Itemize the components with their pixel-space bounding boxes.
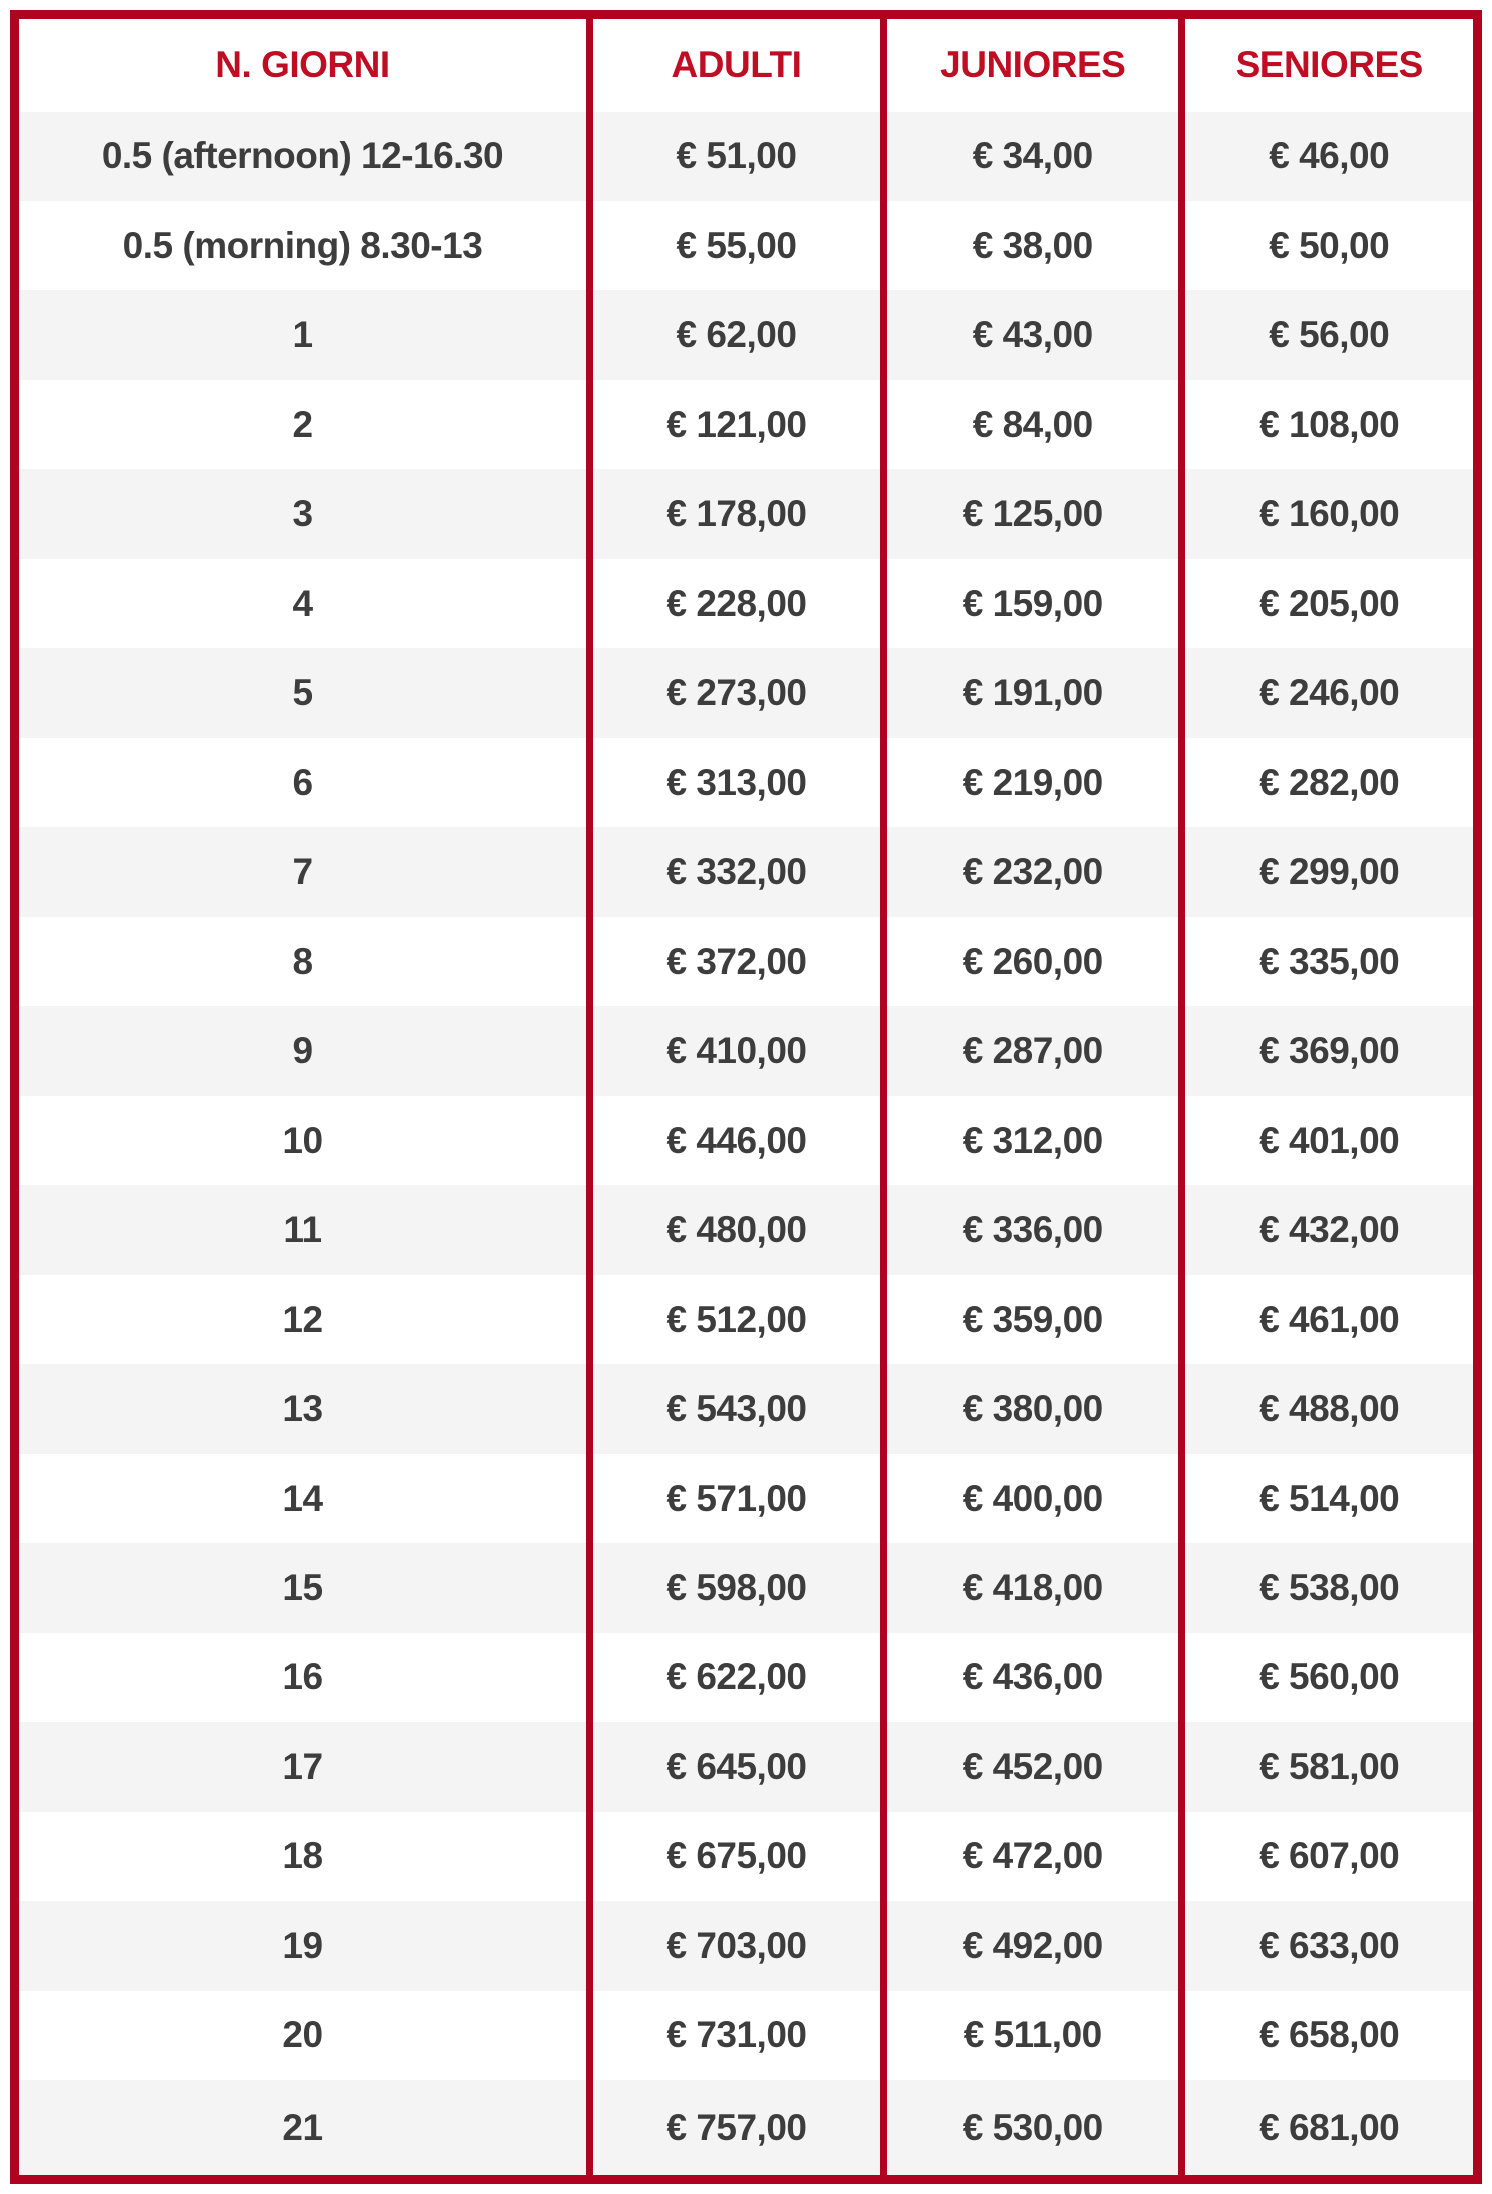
- table-row: [15, 1454, 1478, 1543]
- juniores-price-cell: € 472,00: [884, 1812, 1182, 1901]
- days-cell: 0.5 (afternoon) 12-16.30: [101, 135, 504, 177]
- adulti-price-cell: € 598,00: [589, 1543, 883, 1632]
- seniores-price-cell: € 246,00: [1182, 648, 1478, 737]
- days-cell: 11: [283, 1209, 322, 1251]
- adulti-price-cell: € 446,00: [589, 1096, 883, 1185]
- table-row: [15, 380, 1478, 469]
- table-row: [15, 1096, 1478, 1185]
- seniores-price-cell: € 514,00: [1182, 1454, 1478, 1543]
- days-cell: 18: [282, 1835, 323, 1877]
- adulti-price-cell: € 622,00: [589, 1633, 883, 1722]
- juniores-price-cell: € 336,00: [884, 1185, 1182, 1274]
- days-cell: 20: [282, 2014, 323, 2056]
- adulti-price-cell: € 410,00: [589, 1006, 883, 1095]
- juniores-price-cell: € 287,00: [884, 1006, 1182, 1095]
- table-row: [15, 201, 1478, 290]
- days-cell: 7: [292, 851, 313, 893]
- table-row: [15, 290, 1478, 379]
- adulti-price-cell: € 512,00: [589, 1275, 883, 1364]
- adulti-price-cell: € 121,00: [589, 380, 883, 469]
- adulti-price-cell: € 731,00: [589, 1991, 883, 2080]
- days-cell: 1: [292, 314, 313, 356]
- adulti-price-cell: € 675,00: [589, 1812, 883, 1901]
- adulti-price-cell: € 228,00: [589, 559, 883, 648]
- table-row: [15, 469, 1478, 558]
- table-row: [15, 1275, 1478, 1364]
- column-header-seniores: SENIORES: [1182, 15, 1478, 112]
- column-header-adulti: ADULTI: [589, 15, 883, 112]
- adulti-price-cell: € 543,00: [589, 1364, 883, 1453]
- table-row: [15, 1543, 1478, 1632]
- table-row: [15, 1364, 1478, 1453]
- seniores-price-cell: € 633,00: [1182, 1901, 1478, 1990]
- juniores-price-cell: € 34,00: [884, 112, 1182, 201]
- juniores-price-cell: € 312,00: [884, 1096, 1182, 1185]
- days-cell: 0.5 (morning) 8.30-13: [122, 224, 483, 266]
- table-row: [15, 1006, 1478, 1095]
- juniores-price-cell: € 511,00: [884, 1991, 1182, 2080]
- days-cell: 17: [282, 1745, 323, 1787]
- days-cell: 12: [282, 1298, 323, 1340]
- seniores-price-cell: € 299,00: [1182, 827, 1478, 916]
- seniores-price-cell: € 160,00: [1182, 469, 1478, 558]
- juniores-price-cell: € 359,00: [884, 1275, 1182, 1364]
- price-table: [10, 10, 1482, 2184]
- adulti-price-cell: € 273,00: [589, 648, 883, 737]
- adulti-price-cell: € 62,00: [589, 290, 883, 379]
- seniores-price-cell: € 282,00: [1182, 738, 1478, 827]
- table-row: [15, 1901, 1478, 1990]
- seniores-price-cell: € 560,00: [1182, 1633, 1478, 1722]
- days-cell: 13: [282, 1388, 323, 1430]
- seniores-price-cell: € 56,00: [1182, 290, 1478, 379]
- juniores-price-cell: € 43,00: [884, 290, 1182, 379]
- adulti-price-cell: € 55,00: [589, 201, 883, 290]
- seniores-price-cell: € 369,00: [1182, 1006, 1478, 1095]
- seniores-price-cell: € 461,00: [1182, 1275, 1478, 1364]
- days-cell: 6: [292, 761, 313, 803]
- seniores-price-cell: € 607,00: [1182, 1812, 1478, 1901]
- column-header-n-giorni: N. GIORNI: [215, 44, 390, 86]
- table-row: [15, 1812, 1478, 1901]
- seniores-price-cell: € 432,00: [1182, 1185, 1478, 1274]
- adulti-price-cell: € 757,00: [589, 2080, 883, 2179]
- juniores-price-cell: € 492,00: [884, 1901, 1182, 1990]
- table-row: [15, 1722, 1478, 1811]
- juniores-price-cell: € 418,00: [884, 1543, 1182, 1632]
- table-row: [15, 827, 1478, 916]
- juniores-price-cell: € 452,00: [884, 1722, 1182, 1811]
- header-row: [15, 15, 1478, 112]
- juniores-price-cell: € 380,00: [884, 1364, 1182, 1453]
- days-cell: 8: [292, 940, 313, 982]
- seniores-price-cell: € 205,00: [1182, 559, 1478, 648]
- juniores-price-cell: € 191,00: [884, 648, 1182, 737]
- table-row: [15, 648, 1478, 737]
- table-row: [15, 1633, 1478, 1722]
- seniores-price-cell: € 108,00: [1182, 380, 1478, 469]
- column-header-juniores: JUNIORES: [884, 15, 1182, 112]
- juniores-price-cell: € 400,00: [884, 1454, 1182, 1543]
- seniores-price-cell: € 681,00: [1182, 2080, 1478, 2179]
- days-cell: 16: [282, 1656, 323, 1698]
- juniores-price-cell: € 84,00: [884, 380, 1182, 469]
- seniores-price-cell: € 658,00: [1182, 1991, 1478, 2080]
- days-cell: 3: [292, 493, 313, 535]
- adulti-price-cell: € 51,00: [589, 112, 883, 201]
- juniores-price-cell: € 125,00: [884, 469, 1182, 558]
- table-row: [15, 2080, 1478, 2179]
- seniores-price-cell: € 50,00: [1182, 201, 1478, 290]
- table-row: [15, 1991, 1478, 2080]
- adulti-price-cell: € 178,00: [589, 469, 883, 558]
- table-row: [15, 917, 1478, 1006]
- days-cell: 9: [292, 1030, 313, 1072]
- juniores-price-cell: € 38,00: [884, 201, 1182, 290]
- juniores-price-cell: € 219,00: [884, 738, 1182, 827]
- adulti-price-cell: € 480,00: [589, 1185, 883, 1274]
- adulti-price-cell: € 571,00: [589, 1454, 883, 1543]
- adulti-price-cell: € 645,00: [589, 1722, 883, 1811]
- days-cell: 15: [282, 1566, 323, 1608]
- juniores-price-cell: € 530,00: [884, 2080, 1182, 2179]
- days-cell: 21: [282, 2106, 323, 2148]
- juniores-price-cell: € 232,00: [884, 827, 1182, 916]
- juniores-price-cell: € 260,00: [884, 917, 1182, 1006]
- seniores-price-cell: € 401,00: [1182, 1096, 1478, 1185]
- juniores-price-cell: € 159,00: [884, 559, 1182, 648]
- seniores-price-cell: € 335,00: [1182, 917, 1478, 1006]
- juniores-price-cell: € 436,00: [884, 1633, 1182, 1722]
- table-row: [15, 559, 1478, 648]
- seniores-price-cell: € 488,00: [1182, 1364, 1478, 1453]
- days-cell: 19: [282, 1924, 323, 1966]
- table-row: [15, 1185, 1478, 1274]
- adulti-price-cell: € 332,00: [589, 827, 883, 916]
- days-cell: 5: [292, 672, 313, 714]
- seniores-price-cell: € 538,00: [1182, 1543, 1478, 1632]
- adulti-price-cell: € 313,00: [589, 738, 883, 827]
- table-row: [15, 738, 1478, 827]
- seniores-price-cell: € 581,00: [1182, 1722, 1478, 1811]
- days-cell: 14: [282, 1477, 323, 1519]
- days-cell: 10: [282, 1119, 323, 1161]
- table-row: [15, 112, 1478, 201]
- days-cell: 4: [292, 582, 313, 624]
- seniores-price-cell: € 46,00: [1182, 112, 1478, 201]
- adulti-price-cell: € 703,00: [589, 1901, 883, 1990]
- adulti-price-cell: € 372,00: [589, 917, 883, 1006]
- days-cell: 2: [292, 403, 313, 445]
